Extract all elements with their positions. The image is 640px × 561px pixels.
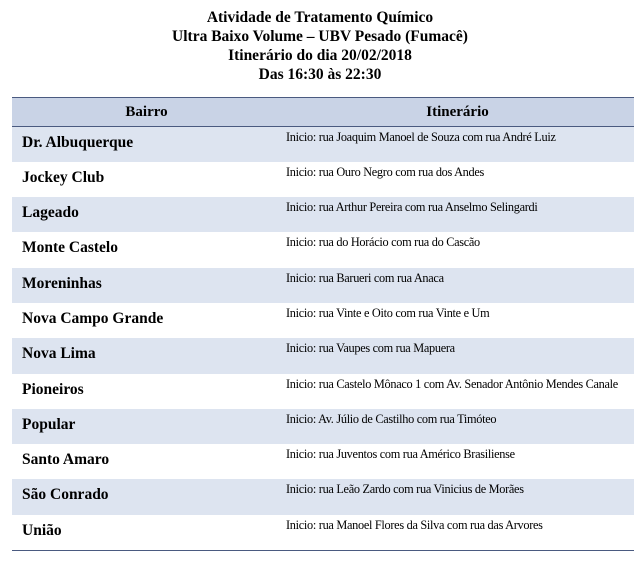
header-time: Das 16:30 às 22:30: [258, 66, 382, 83]
itinerario-cell: Inicio: rua Juventos com rua Américo Brasiliense: [281, 444, 634, 479]
table-header-row: [12, 98, 634, 127]
itinerario-cell: Inicio: rua Castelo Mônaco 1 com Av. Senador Antônio Mendes Canale: [281, 374, 634, 409]
itinerario-cell: Inicio: rua Leão Zardo com rua Vinicius de Morães: [281, 479, 634, 514]
bairro-cell: Jockey Club: [12, 162, 281, 197]
bairro-cell: Monte Castelo: [12, 232, 281, 267]
bairro-cell: Nova Lima: [12, 338, 281, 373]
table-row: [12, 127, 634, 162]
bairro-cell: Nova Campo Grande: [12, 303, 281, 338]
table-row: [12, 479, 634, 514]
itinerario-cell: Inicio: rua Vaupes com rua Mapuera: [281, 338, 634, 373]
bairro-cell: Popular: [12, 409, 281, 444]
header-date: Itinerário do dia 20/02/2018: [228, 47, 412, 64]
itinerary-table: [12, 97, 634, 551]
itinerario-cell: Inicio: rua Joaquim Manoel de Souza com rua André Luiz: [281, 127, 634, 162]
itinerario-cell: Inicio: Av. Júlio de Castilho com rua Timóteo: [281, 409, 634, 444]
document-header: [0, 8, 640, 84]
column-header-bairro: Bairro: [12, 98, 281, 127]
table-row: [12, 232, 634, 267]
table-row: [12, 338, 634, 373]
table-row: [12, 268, 634, 303]
itinerario-cell: Inicio: rua Vinte e Oito com rua Vinte e Um: [281, 303, 634, 338]
bairro-cell: São Conrado: [12, 479, 281, 514]
column-header-itinerario: Itinerário: [281, 98, 634, 127]
bairro-cell: Dr. Albuquerque: [12, 127, 281, 162]
table-row: [12, 197, 634, 232]
table-row: [12, 303, 634, 338]
itinerario-cell: Inicio: rua Arthur Pereira com rua Anselmo Selingardi: [281, 197, 634, 232]
table-row: [12, 374, 634, 409]
header-title: Atividade de Tratamento Químico: [206, 9, 434, 26]
bairro-cell: União: [12, 515, 281, 550]
itinerario-cell: Inicio: rua Manoel Flores da Silva com rua das Arvores: [281, 515, 634, 550]
bairro-cell: Moreninhas: [12, 268, 281, 303]
itinerario-cell: Inicio: rua Ouro Negro com rua dos Andes: [281, 162, 634, 197]
bairro-cell: Pioneiros: [12, 374, 281, 409]
header-subtitle: Ultra Baixo Volume – UBV Pesado (Fumacê): [172, 28, 468, 45]
bairro-cell: Santo Amaro: [12, 444, 281, 479]
table-row: [12, 162, 634, 197]
table-row: [12, 515, 634, 550]
bairro-cell: Lageado: [12, 197, 281, 232]
table-row: [12, 444, 634, 479]
itinerario-cell: Inicio: rua Barueri com rua Anaca: [281, 268, 634, 303]
itinerario-cell: Inicio: rua do Horácio com rua do Cascão: [281, 232, 634, 267]
table-row: [12, 409, 634, 444]
